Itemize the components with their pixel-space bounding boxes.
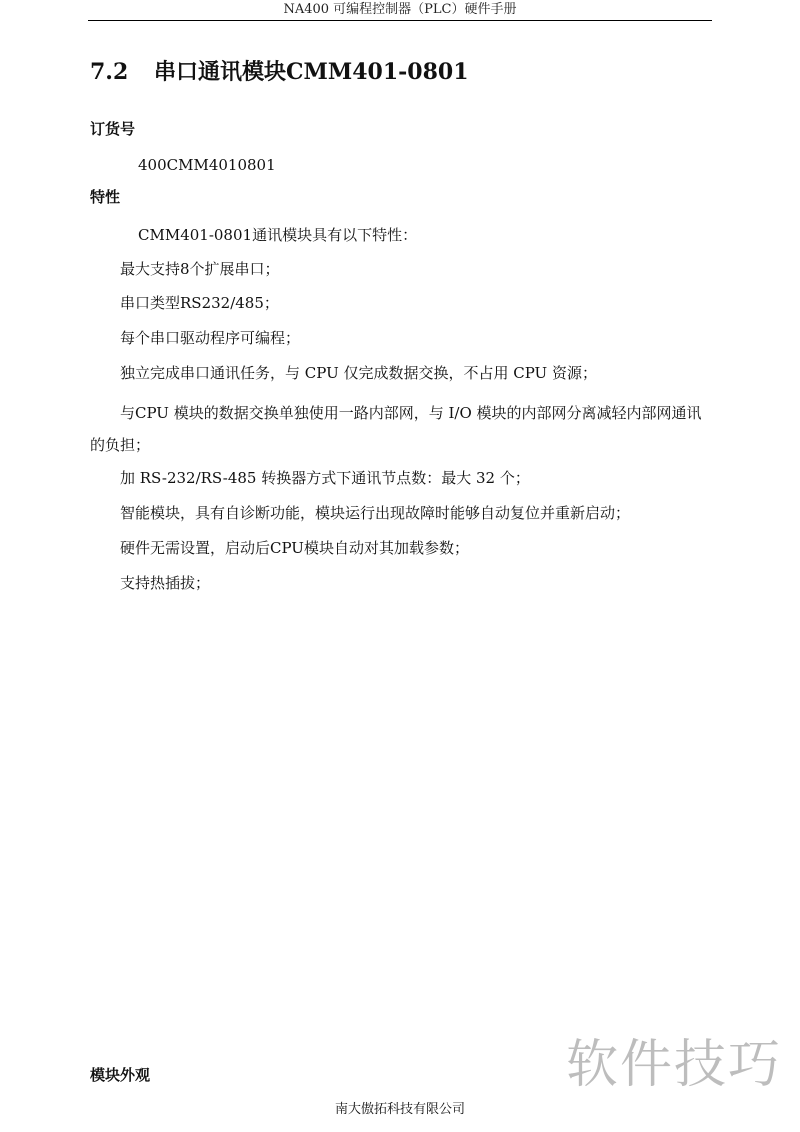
section-title-text: 串口通讯模块CMM401-0801 xyxy=(154,59,469,85)
order-heading: 订货号 xyxy=(90,120,136,138)
feature-item: 每个串口驱动程序可编程； xyxy=(120,329,301,347)
section-number: 7.2 xyxy=(90,59,129,85)
feature-item: 智能模块，具有自诊断功能，模块运行出现故障时能够自动复位并重新启动； xyxy=(120,504,631,522)
feature-item: 串口类型RS232/485； xyxy=(120,294,279,312)
appearance-heading: 模块外观 xyxy=(90,1066,151,1084)
watermark: 软件技巧 xyxy=(566,1035,783,1095)
order-code: 400CMM4010801 xyxy=(138,156,276,174)
features-intro: CMM401-0801通讯模块具有以下特性： xyxy=(138,226,418,244)
page-footer xyxy=(0,1100,800,1120)
feature-item: 独立完成串口通讯任务，与 CPU 仅完成数据交换，不占用 CPU 资源； xyxy=(120,364,597,382)
feature-item: 支持热插拔； xyxy=(120,574,211,592)
section-title xyxy=(90,56,469,88)
feature-item: 硬件无需设置，启动后CPU模块自动对其加载参数； xyxy=(120,539,469,557)
feature-item: 最大支持8个扩展串口； xyxy=(120,260,280,278)
footer-company: 南大傲拓科技有限公司 xyxy=(334,1102,465,1117)
feature-item: 加 RS-232/RS-485 转换器方式下通讯节点数：最大 32 个； xyxy=(120,469,530,487)
feature-item: 与CPU 模块的数据交换单独使用一路内部网，与 I/O 模块的内部网分离减轻内部网通讯的负担； xyxy=(90,404,702,454)
header-title: NA400 可编程控制器（PLC）硬件手册 xyxy=(283,2,517,17)
features-heading: 特性 xyxy=(90,188,121,206)
page-header xyxy=(88,0,712,21)
